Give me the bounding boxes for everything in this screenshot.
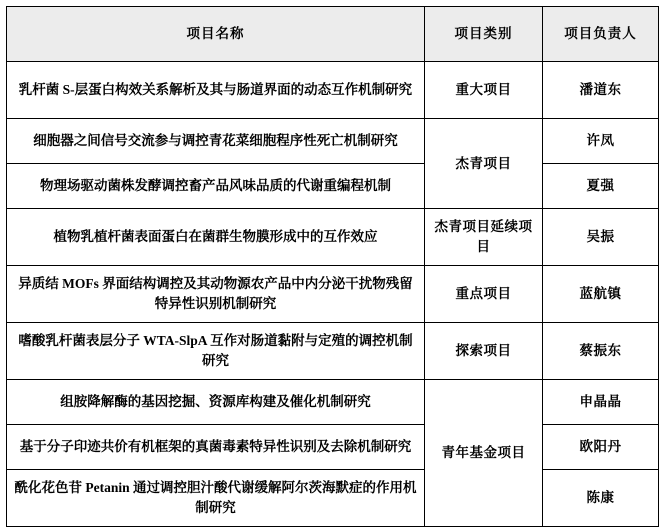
project-leader-cell: 吴振 [543,209,659,266]
table-row [7,470,659,527]
project-leader-cell: 许凤 [543,119,659,164]
table-header [7,7,659,62]
table-row [7,380,659,425]
project-name-cell: 嗜酸乳杆菌表层分子 WTA-SlpA 互作对肠道黏附与定殖的调控机制研究 [7,323,425,380]
project-category-cell: 探索项目 [425,323,543,380]
table-row [7,323,659,380]
project-name-cell: 组胺降解酶的基因挖掘、资源库构建及催化机制研究 [7,380,425,425]
project-name-cell: 乳杆菌 S-层蛋白构效关系解析及其与肠道界面的动态互作机制研究 [7,62,425,119]
table-row [7,62,659,119]
project-category-cell: 青年基金项目 [425,380,543,527]
project-leader-cell: 蔡振东 [543,323,659,380]
project-name-cell: 异质结 MOFs 界面结构调控及其动物源农产品中内分泌干扰物残留特异性识别机制研究 [7,266,425,323]
project-table [6,6,659,527]
project-category-cell: 杰青项目 [425,119,543,209]
column-header-project-category: 项目类别 [425,7,543,62]
table-body [7,62,659,527]
project-name-cell: 酰化花色苷 Petanin 通过调控胆汁酸代谢缓解阿尔茨海默症的作用机制研究 [7,470,425,527]
table-header-row [7,7,659,62]
project-leader-cell: 潘道东 [543,62,659,119]
column-header-project-name: 项目名称 [7,7,425,62]
project-leader-cell: 申晶晶 [543,380,659,425]
table-row [7,164,659,209]
project-category-cell: 杰青项目延续项目 [425,209,543,266]
project-category-cell: 重大项目 [425,62,543,119]
project-name-cell: 物理场驱动菌株发酵调控畜产品风味品质的代谢重编程机制 [7,164,425,209]
project-leader-cell: 夏强 [543,164,659,209]
project-category-cell: 重点项目 [425,266,543,323]
project-leader-cell: 陈康 [543,470,659,527]
project-name-cell: 植物乳植杆菌表面蛋白在菌群生物膜形成中的互作效应 [7,209,425,266]
table-row [7,266,659,323]
table-row [7,209,659,266]
table-row [7,119,659,164]
project-name-cell: 细胞器之间信号交流参与调控青花菜细胞程序性死亡机制研究 [7,119,425,164]
project-leader-cell: 蓝航镇 [543,266,659,323]
column-header-project-leader: 项目负责人 [543,7,659,62]
project-leader-cell: 欧阳丹 [543,425,659,470]
table-row [7,425,659,470]
project-name-cell: 基于分子印迹共价有机框架的真菌毒素特异性识别及去除机制研究 [7,425,425,470]
